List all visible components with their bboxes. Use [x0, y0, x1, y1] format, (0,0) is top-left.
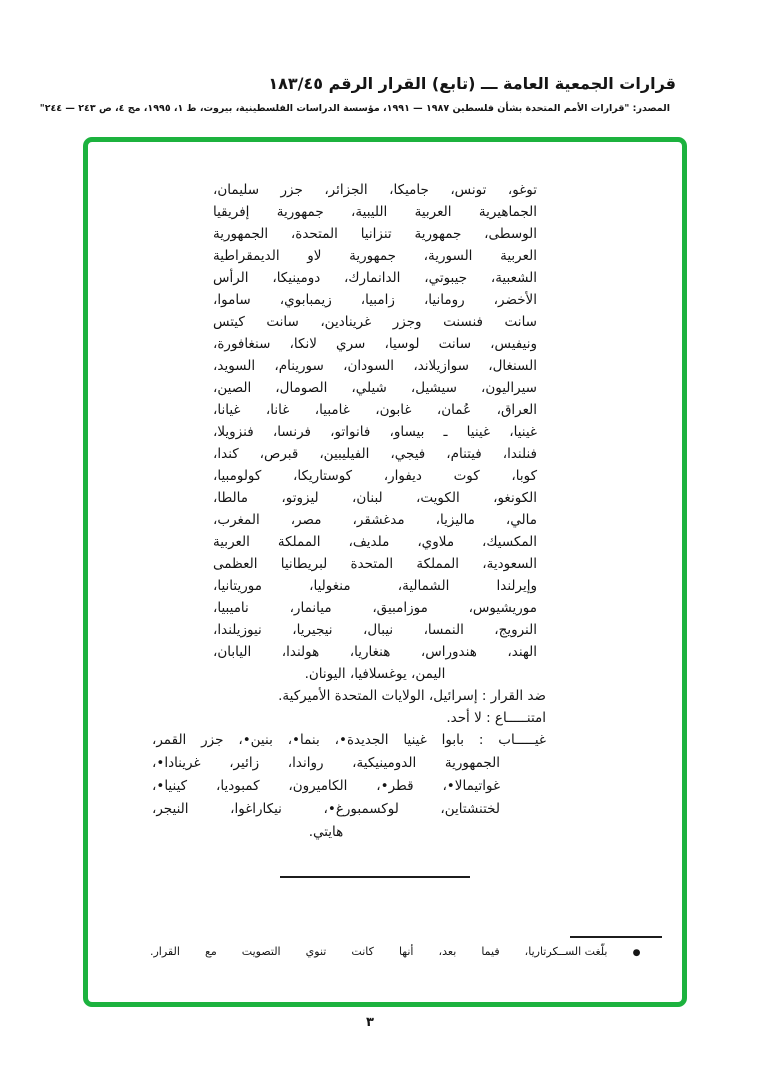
- text-line: العربية السورية، جمهورية لاو الديمقراطية: [213, 248, 537, 264]
- source-line: المصدر: "قرارات الأمم المتحدة بشأن فلسطين ١٩٨٧ — ١٩٩١، مؤسسة الدراسات الفلسطينية، بيروت، ط ١، ١٩٩٥، مج ٤، ص ٢٤٣ — ٢٤٤": [39, 103, 670, 114]
- text-line: غيـــــاب : بابوا غينيا الجديدة•، بنما•، بنين•، جزر القمر،: [152, 732, 546, 748]
- text-line: الكونغو، الكويت، لبنان، ليزوتو، مالطا،: [213, 490, 537, 506]
- text-line: النرويج، النمسا، نيبال، نيجيريا، نيوزيلندا،: [213, 622, 537, 638]
- text-line: السعودية، المملكة المتحدة لبريطانيا العظمى: [213, 556, 537, 572]
- page-number: ٣: [366, 1015, 374, 1030]
- text-line: وإيرلندا الشمالية، منغوليا، موريتانيا،: [213, 578, 537, 594]
- text-line: لختنشتاين، لوكسمبورغ•، نيكاراغوا، النيجر،: [152, 801, 500, 817]
- text-line: هايتي.: [308, 824, 344, 840]
- text-line: فنلندا، فيتنام، فيجي، الفيليبين، قبرص، كندا،: [213, 446, 537, 462]
- absent-country-list: [152, 729, 546, 844]
- text-line: الوسطى، جمهورية تنزانيا المتحدة، الجمهورية: [213, 226, 537, 242]
- footnote-divider: [570, 936, 662, 938]
- page-title: قرارات الجمعية العامة ـــ (تابع) القرار الرقم ١٨٣/٤٥: [268, 74, 676, 93]
- against-line: ضد القرار : إسرائيل، الولايات المتحدة الأميركية.: [278, 688, 546, 704]
- footnote-bullet-icon: ●: [632, 948, 663, 958]
- text-line: الجماهيرية العربية الليبية، جمهورية إفريقيا: [213, 204, 537, 220]
- footnote: [150, 943, 662, 962]
- text-line: المكسيك، ملاوي، ملديف، المملكة العربية: [213, 534, 537, 550]
- text-line: غينيا، غينيا ـ بيساو، فانواتو، فرنسا، فنزويلا،: [213, 424, 537, 440]
- text-line: الهند، هندوراس، هنغاريا، هولندا، اليابان،: [213, 644, 537, 660]
- text-line: الجمهورية الدومينيكية، رواندا، زائير، غرينادا•،: [152, 755, 500, 771]
- text-line: الشعبية، جيبوتي، الدانمارك، دومينيكا، الرأس: [213, 270, 537, 286]
- text-line: العراق، عُمان، غابون، غامبيا، غانا، غيانا،: [213, 402, 537, 418]
- section-divider: [280, 876, 470, 878]
- text-line: الأخضر، رومانيا، زامبيا، زيمبابوي، ساموا،: [213, 292, 537, 308]
- abstain-line: امتنـــــاع : لا أحد.: [446, 710, 546, 726]
- text-line: اليمن، يوغسلافيا، اليونان.: [304, 666, 446, 682]
- text-line: موريشيوس، موزامبيق، ميانمار، ناميبيا،: [213, 600, 537, 616]
- in-favour-country-list: [213, 179, 537, 685]
- text-line: ونيفيس، سانت لوسيا، سري لانكا، سنغافورة،: [213, 336, 537, 352]
- text-line: غواتيمالا•، قطر•، الكاميرون، كمبوديا، كينيا•،: [152, 778, 500, 794]
- text-line: السنغال، سوازيلاند، السودان، سورينام، السويد،: [213, 358, 537, 374]
- text-line: سانت فنسنت وجزر غرينادين، سانت كيتس: [213, 314, 537, 330]
- text-line: كوبا، كوت ديفوار، كوستاريكا، كولومبيا،: [213, 468, 537, 484]
- text-line: سيراليون، سيشيل، شيلي، الصومال، الصين،: [213, 380, 537, 396]
- text-line: مالي، ماليزيا، مدغشقر، مصر، المغرب،: [213, 512, 537, 528]
- footnote-text: بلّغت الســكرتاريا، فيما بعد، أنها كانت تنوي التصويت مع القرار.: [150, 945, 608, 958]
- text-line: توغو، تونس، جاميكا، الجزائر، جزر سليمان،: [213, 182, 537, 198]
